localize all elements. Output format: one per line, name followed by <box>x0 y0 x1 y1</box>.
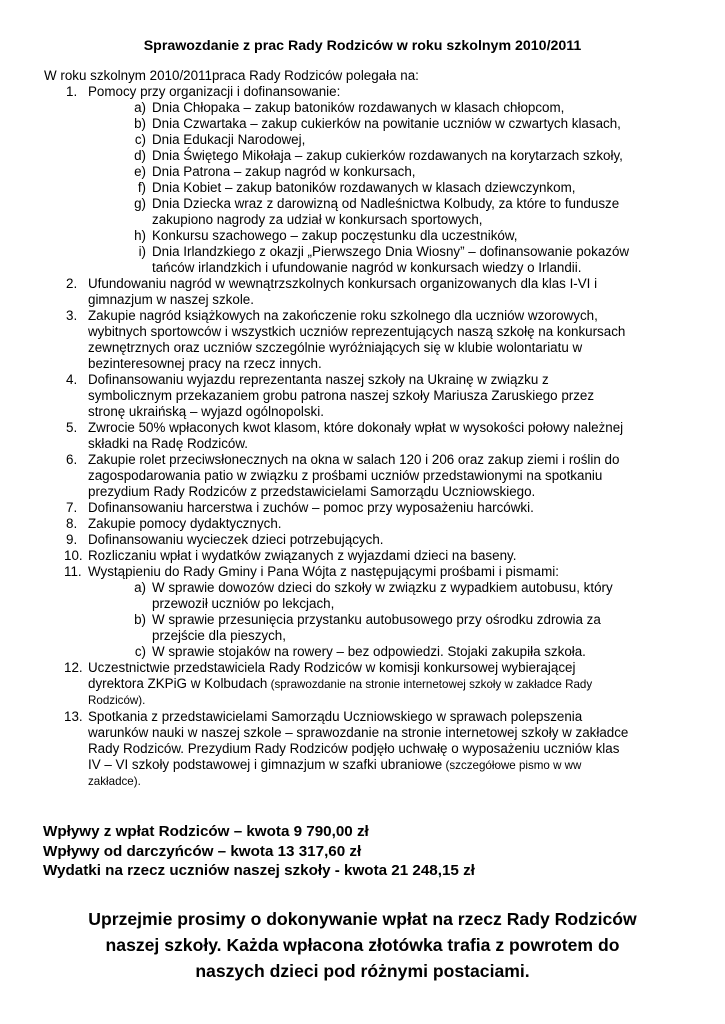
list-item: 7. Dofinansowaniu harcerstwa i zuchów – pomoc przy wyposażeniu harcówki. <box>66 500 534 515</box>
sublist-item: g) Dnia Dziecka wraz z darowizną od Nadleśnictwa Kolbudy, za które to fundusze zakupiono nagrody za udział w konkursach sportowych, <box>134 196 620 227</box>
list-item: 11. Wystąpieniu do Rady Gminy i Pana Wójta z następującymi prośbami i pismami: <box>64 564 559 579</box>
list-item: 3. Zakupie nagród książkowych na zakończenie roku szkolnego dla uczniów wzorowych, wybitnych sportowców i wszystkich uczniów reprezentujących naszą szkołę na konkursach zewnętrznych oraz uczniów szczególnie wyróżniających się w klubie wolontariatu w bezinteresownej pracy na rzecz innych. <box>66 308 626 371</box>
list-item: 13. Spotkania z przedstawicielami Samorządu Uczniowskiego w sprawach polepszenia warunków nauki w naszej szkole – sprawozdanie na stronie internetowej szkoły w zakładce Rady Rodziców. Prezydium Rady Rodziców podjęło uchwałę o wyposażeniu uczniów klas IV – VI szkoły podstawowej i gimnazjum w szafki ubraniowe (szczegółowe pismo w ww zakładce). <box>64 709 629 788</box>
sublist-item: f) Dnia Kobiet – zakup batoników rozdawanych w klasach dziewczynkom, <box>137 180 576 195</box>
sublist-events <box>0 100 725 276</box>
document-title: Sprawozdanie z prac Rady Rodziców w roku szkolnym 2010/2011 <box>143 38 582 54</box>
sublist-item: e) Dnia Patrona – zakup nagród w konkursach, <box>134 164 416 179</box>
list-item: 10. Rozliczaniu wpłat i wydatków związanych z wyjazdami dzieci na baseny. <box>64 548 517 563</box>
sublist-requests <box>0 580 725 660</box>
list-item: 8. Zakupie pomocy dydaktycznych. <box>66 516 282 531</box>
list-item: 2. Ufundowaniu nagród w wewnątrzszkolnych konkursach organizowanych dla klas I-VI i gimnazjum w naszej szkole. <box>66 276 598 307</box>
sublist-item: d) Dnia Świętego Mikołaja – zakup cukierków rozdawanych na korytarzach szkoły, <box>134 148 623 163</box>
list-item: 5. Zwrocie 50% wpłaconych kwot klasom, które dokonały wpłat w wysokości połowy należnej składki na Radę Rodziców. <box>66 420 624 451</box>
expenses-students: Wydatki na rzecz uczniów naszej szkoły - kwota 21 248,15 zł <box>43 862 475 879</box>
list-item: 1. Pomocy przy organizacji i dofinansowanie: <box>66 84 341 99</box>
sublist-item: b) Dnia Czwartaka – zakup cukierków na powitanie uczniów w czwartych klasach, <box>134 116 621 131</box>
sublist-item: b) W sprawie przesunięcia przystanku autobusowego przy ośrodku zdrowia za przejście dla pieszych, <box>134 612 601 643</box>
sublist-item: a) W sprawie dowozów dzieci do szkoły w związku z wypadkiem autobusu, który przewoził uczniów po lekcjach, <box>134 580 613 611</box>
financial-totals <box>43 822 475 881</box>
list-item: 4. Dofinansowaniu wyjazdu reprezentanta naszej szkoły na Ukrainę w związku z symbolicznym przekazaniem grobu patrona naszej szkoły Mariusza Zaruskiego przez stronę ukraińską – wyjazd ogólnopolski. <box>66 372 595 419</box>
list-item: 12. Uczestnictwie przedstawiciela Rady Rodziców w komisji konkursowej wybierającej dyrektora ZKPiG w Kolbudach (sprawozdanie na stronie internetowej szkoły w zakładce Rady Rodziców). <box>64 660 593 707</box>
sublist-item: i) Dnia Irlandzkiego z okazji „Pierwszego Dnia Wiosny” – dofinansowanie pokazów tańców irlandzkich i ufundowanie nagród w konkursach wiedzy o Irlandii. <box>138 244 630 275</box>
list-item: 9. Dofinansowaniu wycieczek dzieci potrzebujących. <box>66 532 384 547</box>
sublist-item: c) W sprawie stojaków na rowery – bez odpowiedzi. Stojaki zakupiła szkoła. <box>134 644 586 659</box>
sublist-item: h) Konkursu szachowego – zakup poczęstunku dla uczestników, <box>134 228 518 243</box>
income-donors: Wpływy od darczyńców – kwota 13 317,60 zł <box>43 842 362 860</box>
payment-appeal: Uprzejmie prosimy o dokonywanie wpłat na rzecz Rady Rodziców naszej szkoły. Każda wpłacona złotówka trafia z powrotem do naszych dzieci pod różnymi postaciami. <box>88 909 637 981</box>
list-item: 6. Zakupie rolet przeciwsłonecznych na okna w salach 120 i 206 oraz zakup ziemi i roślin do zagospodarowania patio w związku z prośbami uczniów przedstawionymi na spotkaniu prezydium Rady Rodziców z przedstawicielami Samorządu Uczniowskiego. <box>66 452 620 499</box>
income-parents: Wpływy z wpłat Rodziców – kwota 9 790,00 zł <box>43 823 369 840</box>
intro-text: W roku szkolnym 2010/2011praca Rady Rodziców polegała na: <box>44 68 419 83</box>
sublist-item: c) Dnia Edukacji Narodowej, <box>134 132 306 147</box>
activities-list <box>0 84 725 790</box>
sublist-item: a) Dnia Chłopaka – zakup batoników rozdawanych w klasach chłopcom, <box>134 100 565 115</box>
